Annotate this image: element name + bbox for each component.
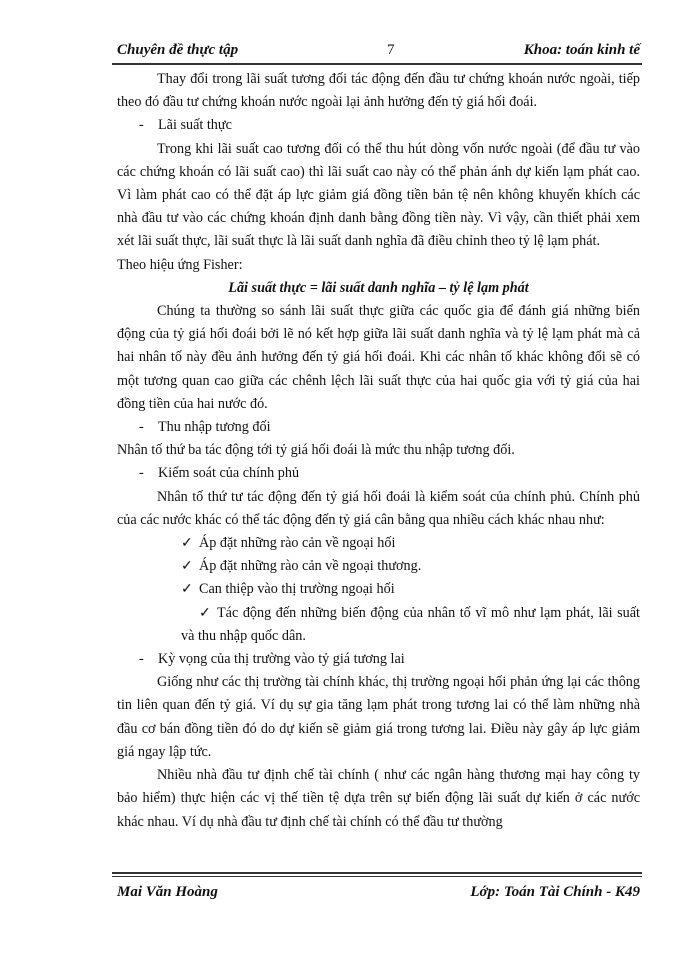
section-heading: Lãi suất thực <box>158 117 232 134</box>
header-course-title: Chuyên đề thực tập <box>117 42 239 58</box>
paragraph: Nhân tố thứ ba tác động tới tỷ giá hối đoái là mức thu nhập tương đối. <box>117 442 515 459</box>
formula: Lãi suất thực = lãi suất danh nghĩa – tỷ lệ lạm phát <box>228 279 529 296</box>
paragraph: Thay đổi trong lãi suất tương đối tác động đến đầu tư chứng khoán nước ngoài, tiếp theo đó đầu tư chứng khoán nước ngoài lại ảnh hưởng đến tỷ giá hối đoái. <box>117 71 640 111</box>
list-item <box>117 416 640 439</box>
section-heading: Kỳ vọng của thị trường vào tỷ giá tương lai <box>158 651 405 668</box>
document-body <box>117 68 640 834</box>
list-item <box>117 462 640 485</box>
check-item <box>117 532 640 555</box>
page-header <box>117 42 640 64</box>
paragraph: Giống như các thị trường tài chính khác, thị trường ngoại hối phản ứng lại các thông tin liên quan đến tỷ giá. Ví dụ sự gia tăng lạm phát trong tương lai có thể làm những nhà đầu cơ bán đồng tiền đó do dự kiến sẽ giảm giá trong tương lai. Điều này gây áp lực giảm giá ngay lập tức. <box>117 674 640 760</box>
section-heading: Thu nhập tương đối <box>158 419 271 436</box>
paragraph: Chúng ta thường so sánh lãi suất thực giữa các quốc gia để đánh giá những biến động của tỷ giá hối đoái bởi lẽ nó kết hợp giữa lãi suất danh nghĩa và tỷ lệ lạm phát mà cả hai nhân tố này đều ảnh hưởng đến tỷ giá hối đoái. Khi các nhân tố khác không đổi sẽ có một tương quan cao giữa các chênh lệch lãi suất thực của hai quốc gia với tỷ giá của hai đồng tiền của hai nước đó. <box>117 303 640 412</box>
check-item-text: Tác động đến những biến động của nhân tố vĩ mô như lạm phát, lãi suất và thu nhập quốc dân. <box>181 604 640 644</box>
paragraph: Nhiều nhà đầu tư định chế tài chính ( như các ngân hàng thương mại hay công ty bảo hiểm) thực hiện các vị thế tiền tệ dựa trên sự biến động lãi suất dự kiến ở các nước khác nhau. Ví dụ nhà đầu tư định chế tài chính có thể đầu tư thường <box>117 767 640 830</box>
list-item <box>117 114 640 137</box>
paragraph: Trong khi lãi suất cao tương đối có thể thu hút dòng vốn nước ngoài (để đầu tư vào các chứng khoán có lãi suất cao) thì lãi suất cao này có thể phản ánh dự kiến lạm phát cao. Vì làm phát cao có thể đặt áp lực giảm giá đồng tiền bản tệ nên không khuyến khích các nhà đầu tư vào các chứng khoán định danh bằng đồng tiền này. Vì vậy, cần thiết phải xem xét lãi suất thực, lãi suất thực là lãi suất danh nghĩa đã điều chỉnh theo tỷ lệ lạm phát. <box>117 140 640 250</box>
check-item-text: Áp đặt những rào cản về ngoại hối <box>199 535 396 552</box>
section-heading: Kiểm soát của chính phủ <box>158 465 300 482</box>
check-item <box>117 555 640 578</box>
check-item <box>117 578 640 601</box>
dash-bullet: - <box>139 117 144 134</box>
footer-rule-thin <box>112 876 642 877</box>
checkmark-icon: ✓ <box>181 535 193 552</box>
dash-bullet: - <box>139 465 144 482</box>
checkmark-icon: ✓ <box>199 604 211 621</box>
paragraph: Theo hiệu ứng Fisher: <box>117 256 243 273</box>
checkmark-icon: ✓ <box>181 558 193 575</box>
dash-bullet: - <box>139 419 144 436</box>
check-item-text: Can thiệp vào thị trường ngoại hối <box>199 581 395 598</box>
footer-class: Lớp: Toán Tài Chính - K49 <box>470 884 640 900</box>
page-footer <box>117 884 640 906</box>
page-number: 7 <box>387 42 395 58</box>
list-item <box>117 648 640 671</box>
paragraph: Nhân tố thứ tư tác động đến tỷ giá hối đoái là kiểm soát của chính phủ. Chính phủ của các nước khác có thể tác động đến tỷ giá cân bằng qua nhiều cách khác nhau như: <box>117 488 640 528</box>
header-rule <box>112 63 642 65</box>
footer-author: Mai Văn Hoàng <box>117 884 218 900</box>
dash-bullet: - <box>139 651 144 668</box>
check-item-text: Áp đặt những rào cản về ngoại thương. <box>199 558 422 575</box>
checkmark-icon: ✓ <box>181 581 193 598</box>
footer-rule <box>112 872 642 874</box>
header-faculty: Khoa: toán kinh tế <box>523 42 640 58</box>
check-item <box>117 602 640 648</box>
